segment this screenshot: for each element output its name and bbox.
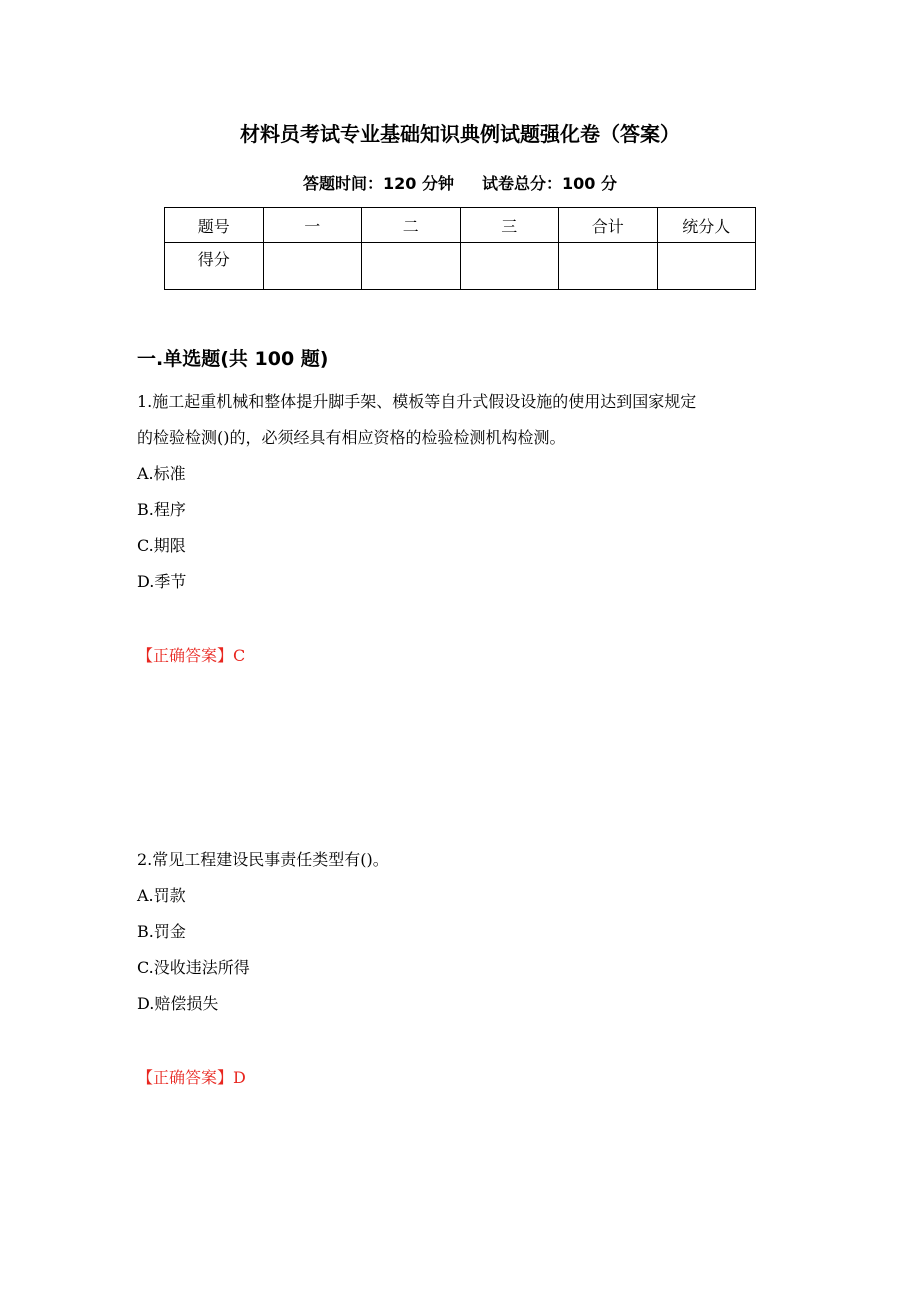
score-cell: [263, 243, 362, 290]
score-header-cell: 题号: [165, 208, 264, 243]
score-cell: [362, 243, 461, 290]
score-header-cell: 合计: [559, 208, 658, 243]
answer-value: C: [233, 646, 246, 665]
option-c: C.期限: [137, 536, 186, 555]
exam-total-score: 试卷总分：100 分: [482, 174, 617, 193]
answer-value: D: [233, 1068, 246, 1087]
score-header-cell: 一: [263, 208, 362, 243]
score-header-cell: 二: [362, 208, 461, 243]
answer-label: 【正确答案】: [137, 646, 234, 665]
score-table: [164, 207, 756, 290]
section-title: 一.单选题(共 100 题): [137, 348, 329, 370]
score-header-cell: 三: [460, 208, 559, 243]
option-b: B.罚金: [137, 922, 186, 941]
answer-2: [137, 1060, 797, 1096]
exam-time: 答题时间：120 分钟: [303, 174, 454, 193]
question-stem: 2.常见工程建设民事责任类型有()。: [137, 850, 389, 869]
exam-meta: [0, 173, 920, 195]
option-a: A.罚款: [137, 886, 186, 905]
score-header-cell: 统分人: [657, 208, 756, 243]
score-cell: [657, 243, 756, 290]
question-1: [137, 384, 797, 600]
option-d: D.季节: [137, 572, 187, 591]
question-2: [137, 842, 797, 1022]
score-row-label: 得分: [165, 243, 264, 290]
option-d: D.赔偿损失: [137, 994, 219, 1013]
answer-1: [137, 638, 797, 674]
document-title: 材料员考试专业基础知识典例试题强化卷（答案）: [240, 122, 680, 146]
option-c: C.没收违法所得: [137, 958, 250, 977]
question-stem: 的检验检测()的，必须经具有相应资格的检验检测机构检测。: [137, 428, 566, 447]
score-cell: [460, 243, 559, 290]
option-b: B.程序: [137, 500, 186, 519]
score-cell: [559, 243, 658, 290]
option-a: A.标准: [137, 464, 186, 483]
answer-label: 【正确答案】: [137, 1068, 234, 1087]
score-table-score-row: [165, 243, 756, 290]
score-table-header-row: [165, 208, 756, 243]
question-stem: 1.施工起重机械和整体提升脚手架、模板等自升式假设设施的使用达到国家规定: [137, 392, 697, 411]
